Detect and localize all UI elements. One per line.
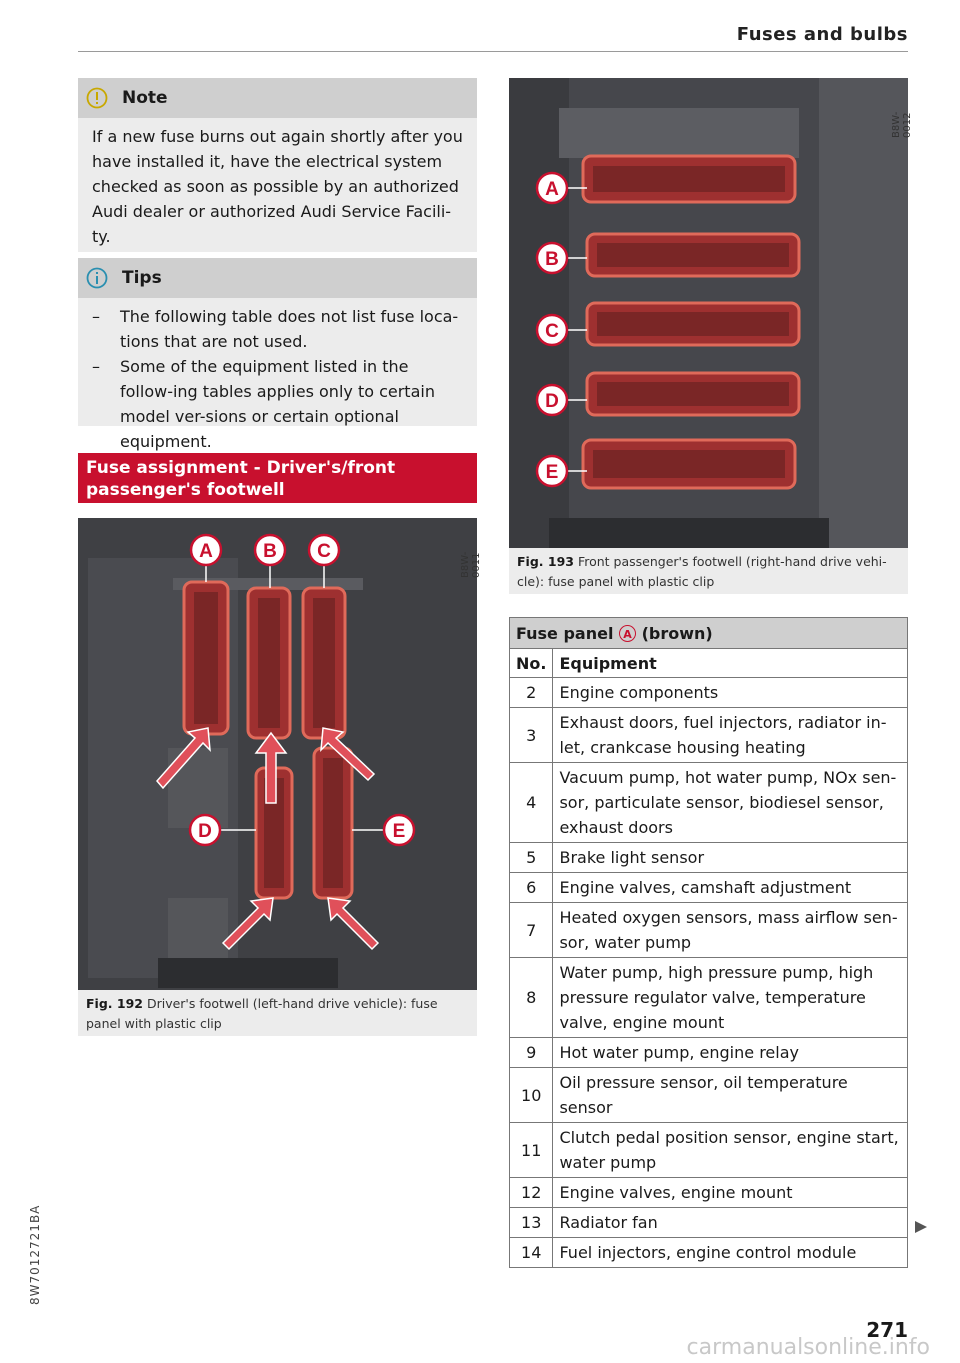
document-code: 8W7012721BA xyxy=(28,1204,42,1305)
callout-a xyxy=(191,535,221,565)
callout-c xyxy=(537,315,567,345)
column-header-no: No. xyxy=(510,649,553,678)
note-text: If a new fuse burns out again shortly after you have installed it, have the electrical system checked as soon as possible by an authorized Audi dealer or authorized Audi Service Facili-ty. xyxy=(92,127,463,246)
figure-code: B8W-0012 xyxy=(891,111,913,138)
list-item-text: Some of the equipment listed in the follow-ing tables applies only to certain model ver-sions or certain optional equipment. xyxy=(120,357,435,451)
fuse-panel-image-driver xyxy=(78,518,477,990)
tips-label: Tips xyxy=(122,268,162,288)
figure-192 xyxy=(78,518,482,1036)
fuse-row-a xyxy=(583,156,795,202)
note-box xyxy=(78,78,477,252)
figure-caption-text: Front passenger's footwell (right-hand drive vehi-cle): fuse panel with plastic clip xyxy=(517,554,887,589)
figure-label: Fig. 193 xyxy=(517,554,574,569)
callout-label: E xyxy=(392,821,406,842)
fuse-equipment: Engine valves, camshaft adjustment xyxy=(553,873,908,903)
fuse-number: 14 xyxy=(510,1238,553,1268)
column-header-equipment: Equipment xyxy=(553,649,908,678)
callout-label: E xyxy=(545,462,559,483)
section-heading: Fuse assignment - Driver's/front passenger's footwell xyxy=(78,453,477,503)
fuse-equipment: Oil pressure sensor, oil temperature sensor xyxy=(553,1068,908,1123)
fuse-number: 8 xyxy=(510,958,553,1038)
table-header-row xyxy=(510,649,908,678)
fuse-panel-image-passenger xyxy=(509,78,908,548)
table-row xyxy=(510,1208,908,1238)
fuse-number: 12 xyxy=(510,1178,553,1208)
continue-arrow-icon xyxy=(914,1220,928,1234)
fuse-row-e xyxy=(583,440,795,488)
fuse-number: 3 xyxy=(510,708,553,763)
fuse-table xyxy=(509,617,908,1268)
list-item xyxy=(92,304,463,354)
callout-label: B xyxy=(263,541,277,562)
table-row xyxy=(510,763,908,843)
fuse-column-b xyxy=(248,588,290,738)
tips-list xyxy=(78,298,477,451)
page-header-title: Fuses and bulbs xyxy=(736,24,908,45)
callout-e xyxy=(384,815,414,845)
fuse-number: 4 xyxy=(510,763,553,843)
note-header xyxy=(78,78,477,118)
table-row xyxy=(510,1238,908,1268)
table-row xyxy=(510,843,908,873)
fuse-equipment: Engine valves, engine mount xyxy=(553,1178,908,1208)
panel-marker-icon: A xyxy=(619,625,636,642)
table-title xyxy=(510,618,908,649)
fuse-number: 5 xyxy=(510,843,553,873)
header-divider xyxy=(78,51,908,52)
table-row xyxy=(510,873,908,903)
table-row xyxy=(510,1068,908,1123)
table-row xyxy=(510,678,908,708)
table-row xyxy=(510,1038,908,1068)
callout-e xyxy=(537,456,567,486)
tips-header xyxy=(78,258,477,298)
list-item xyxy=(92,354,463,454)
fuse-number: 10 xyxy=(510,1068,553,1123)
figure-label: Fig. 192 xyxy=(86,996,143,1011)
callout-label: C xyxy=(317,541,331,562)
callout-label: A xyxy=(545,179,559,200)
table-row xyxy=(510,708,908,763)
table-title-suffix: (brown) xyxy=(641,623,713,643)
callout-a xyxy=(537,173,567,203)
table-row xyxy=(510,1178,908,1208)
figure-caption-text: Driver's footwell (left-hand drive vehicle): fuse panel with plastic clip xyxy=(86,996,438,1031)
callout-label: A xyxy=(199,541,213,562)
fuse-equipment: Exhaust doors, fuel injectors, radiator in-let, crankcase housing heating xyxy=(553,708,908,763)
figure-193 xyxy=(509,78,913,594)
figure-caption xyxy=(78,990,477,1038)
watermark: carmanualsonline.info xyxy=(686,1335,930,1360)
fuse-number: 13 xyxy=(510,1208,553,1238)
fuse-column-a xyxy=(184,582,228,734)
fuse-number: 2 xyxy=(510,678,553,708)
page-number: 271 xyxy=(866,1318,908,1342)
info-circle-icon xyxy=(86,267,108,289)
fuse-equipment: Heated oxygen sensors, mass airflow sen-sor, water pump xyxy=(553,903,908,958)
callout-label: D xyxy=(545,391,559,412)
fuse-number: 11 xyxy=(510,1123,553,1178)
list-dash: – xyxy=(92,357,100,376)
fuse-equipment: Engine components xyxy=(553,678,908,708)
fuse-row-d xyxy=(587,373,799,415)
callout-d xyxy=(537,385,567,415)
fuse-row-b xyxy=(587,234,799,276)
fuse-number: 7 xyxy=(510,903,553,958)
fuse-equipment: Brake light sensor xyxy=(553,843,908,873)
warning-circle-icon xyxy=(86,87,108,109)
note-label: Note xyxy=(122,88,168,108)
list-item-text: The following table does not list fuse loca-tions that are not used. xyxy=(120,307,459,351)
table-row xyxy=(510,903,908,958)
callout-b xyxy=(537,243,567,273)
fuse-number: 9 xyxy=(510,1038,553,1068)
callout-d xyxy=(190,815,220,845)
fuse-column-c xyxy=(303,588,345,738)
fuse-equipment: Radiator fan xyxy=(553,1208,908,1238)
list-dash: – xyxy=(92,307,100,326)
table-row xyxy=(510,1123,908,1178)
table-title-row xyxy=(510,618,908,649)
table-title-prefix: Fuse panel xyxy=(516,623,614,643)
callout-label: B xyxy=(545,249,559,270)
table-row xyxy=(510,958,908,1038)
tips-box xyxy=(78,258,477,451)
fuse-equipment: Water pump, high pressure pump, high pressure regulator valve, temperature valve, engine mount xyxy=(553,958,908,1038)
callout-b xyxy=(255,535,285,565)
fuse-equipment: Hot water pump, engine relay xyxy=(553,1038,908,1068)
callout-label: C xyxy=(545,321,559,342)
figure-code: B8W-0011 xyxy=(460,551,482,578)
fuse-column-e xyxy=(314,748,352,898)
fuse-number: 6 xyxy=(510,873,553,903)
fuse-equipment: Fuel injectors, engine control module xyxy=(553,1238,908,1268)
fuse-row-c xyxy=(587,303,799,345)
figure-caption xyxy=(509,548,908,596)
fuse-equipment: Vacuum pump, hot water pump, NOx sen-sor, particulate sensor, biodiesel sensor, exhaust doors xyxy=(553,763,908,843)
callout-label: D xyxy=(198,821,212,842)
callout-c xyxy=(309,535,339,565)
fuse-equipment: Clutch pedal position sensor, engine start, water pump xyxy=(553,1123,908,1178)
